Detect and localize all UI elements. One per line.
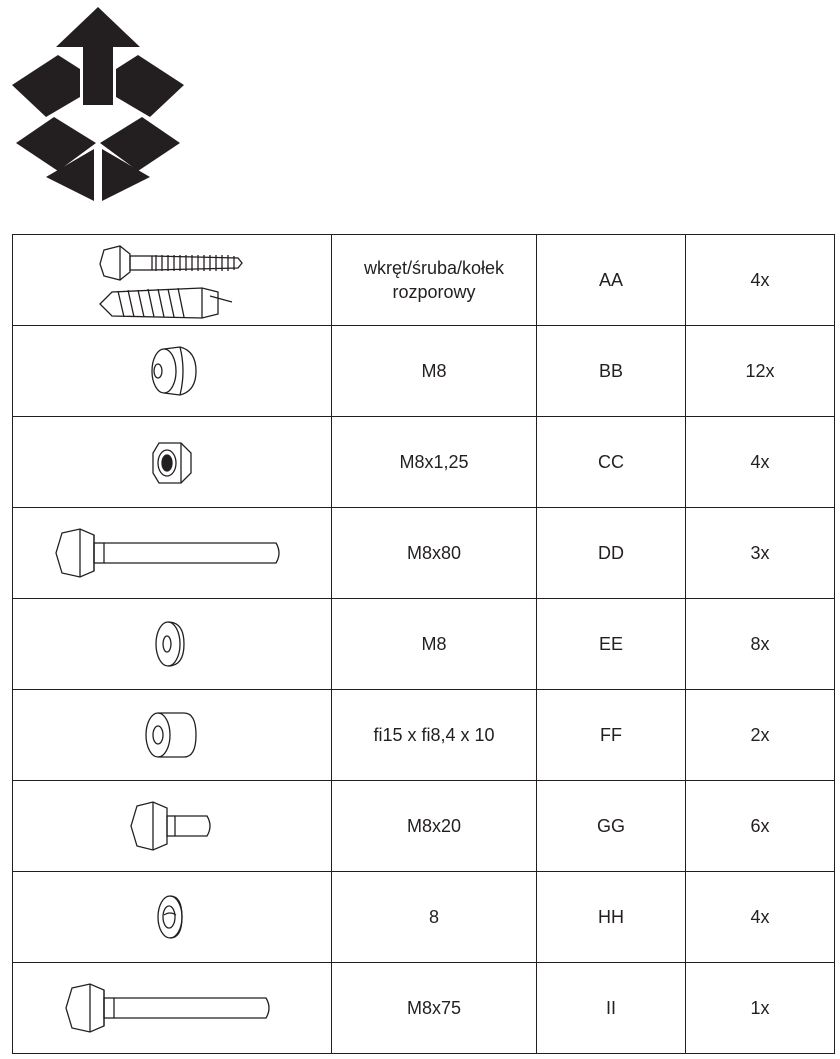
part-image-cell [13,781,332,872]
spring-washer-icon [152,889,192,945]
part-name: 8 [332,872,537,963]
cap-nut-icon [142,341,202,401]
part-code: BB [537,326,686,417]
part-image-cell [13,235,332,326]
table-row [13,417,835,508]
part-image-cell [13,872,332,963]
part-image-cell [13,963,332,1054]
part-code: DD [537,508,686,599]
open-box-arrow-icon [10,5,186,211]
long-hex-bolt-icon [52,525,292,581]
spacer-sleeve-icon [142,707,202,763]
part-name [332,235,537,326]
table-row [13,781,835,872]
table-row [13,508,835,599]
part-name: fi15 x fi8,4 x 10 [332,690,537,781]
table-row [13,963,835,1054]
part-quantity: 2x [686,690,835,781]
part-code: FF [537,690,686,781]
part-name: M8x75 [332,963,537,1054]
part-name: M8 [332,599,537,690]
part-code: GG [537,781,686,872]
part-image-cell [13,599,332,690]
part-image-cell [13,690,332,781]
table-row [13,326,835,417]
table-row [13,599,835,690]
table-row [13,690,835,781]
table-row [13,235,835,326]
part-code: HH [537,872,686,963]
part-quantity: 3x [686,508,835,599]
part-image-cell [13,326,332,417]
part-name: M8x1,25 [332,417,537,508]
part-code: EE [537,599,686,690]
parts-table [12,234,835,1054]
flat-washer-icon [150,616,194,672]
part-code: CC [537,417,686,508]
long-hex-bolt-icon [62,980,282,1036]
part-quantity: 4x [686,417,835,508]
part-name: M8 [332,326,537,417]
short-hex-bolt-icon [127,798,217,854]
hex-nut-icon [147,437,197,487]
part-quantity: 1x [686,963,835,1054]
part-name-text: wkręt/śruba/kołek rozporowy [363,258,505,302]
part-quantity: 6x [686,781,835,872]
part-quantity: 4x [686,235,835,326]
part-name: M8x80 [332,508,537,599]
part-code: II [537,963,686,1054]
part-quantity: 12x [686,326,835,417]
part-quantity: 4x [686,872,835,963]
part-quantity: 8x [686,599,835,690]
table-row [13,872,835,963]
part-name: M8x20 [332,781,537,872]
part-image-cell [13,508,332,599]
part-image-cell [13,417,332,508]
part-code: AA [537,235,686,326]
screw-and-wall-plug-icon [92,240,252,320]
